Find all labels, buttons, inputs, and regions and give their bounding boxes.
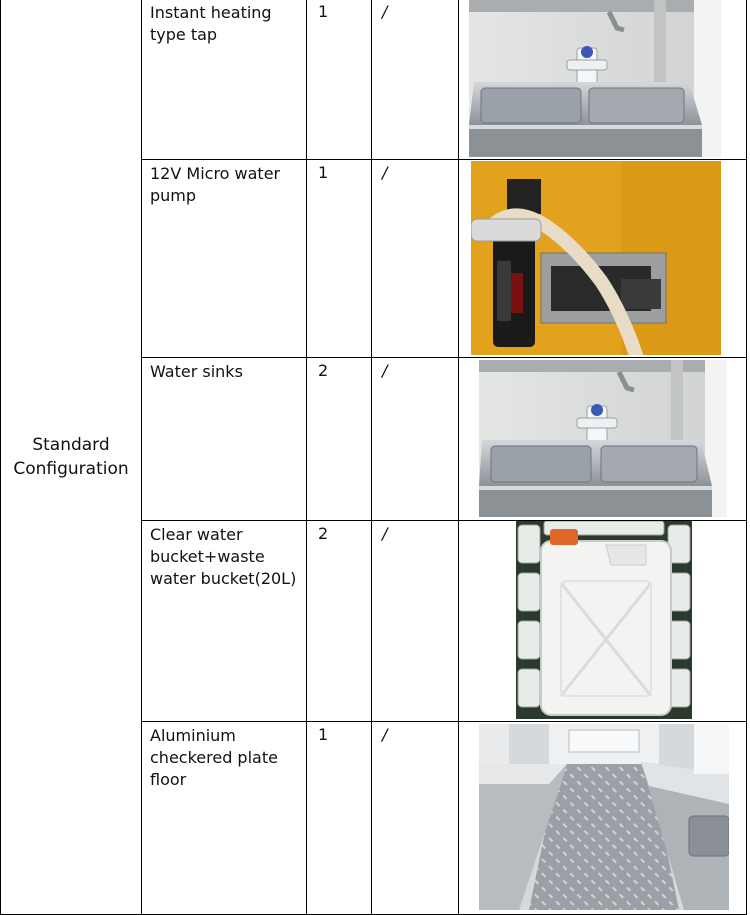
item-photo-cell: [459, 0, 747, 160]
double-sink-photo: [479, 360, 727, 517]
item-note: /: [372, 0, 459, 160]
item-name: Water sinks: [142, 358, 307, 521]
item-name: Aluminium checkered plate floor: [142, 722, 307, 915]
category-cell: [1, 0, 142, 915]
item-note: /: [372, 521, 459, 722]
item-photo-cell: [459, 521, 747, 722]
item-name: Instant heating type tap: [142, 0, 307, 160]
item-photo-cell: [459, 358, 747, 521]
item-name: 12V Micro water pump: [142, 160, 307, 358]
category-label: Standard Configuration: [13, 434, 129, 479]
item-qty: 2: [307, 358, 372, 521]
item-qty: 1: [307, 0, 372, 160]
item-qty: 1: [307, 160, 372, 358]
table-row: [1, 0, 747, 160]
item-qty: 2: [307, 521, 372, 722]
water-bucket-photo: [516, 521, 692, 719]
item-note: /: [372, 722, 459, 915]
checkered-floor-photo: [479, 724, 729, 910]
heating-tap-over-sink-photo: [469, 0, 721, 157]
item-name: Clear water bucket+waste water bucket(20L): [142, 521, 307, 722]
item-note: /: [372, 160, 459, 358]
item-photo-cell: [459, 722, 747, 915]
item-note: /: [372, 358, 459, 521]
item-qty: 1: [307, 722, 372, 915]
water-pump-photo: [471, 161, 721, 355]
item-photo-cell: [459, 160, 747, 358]
